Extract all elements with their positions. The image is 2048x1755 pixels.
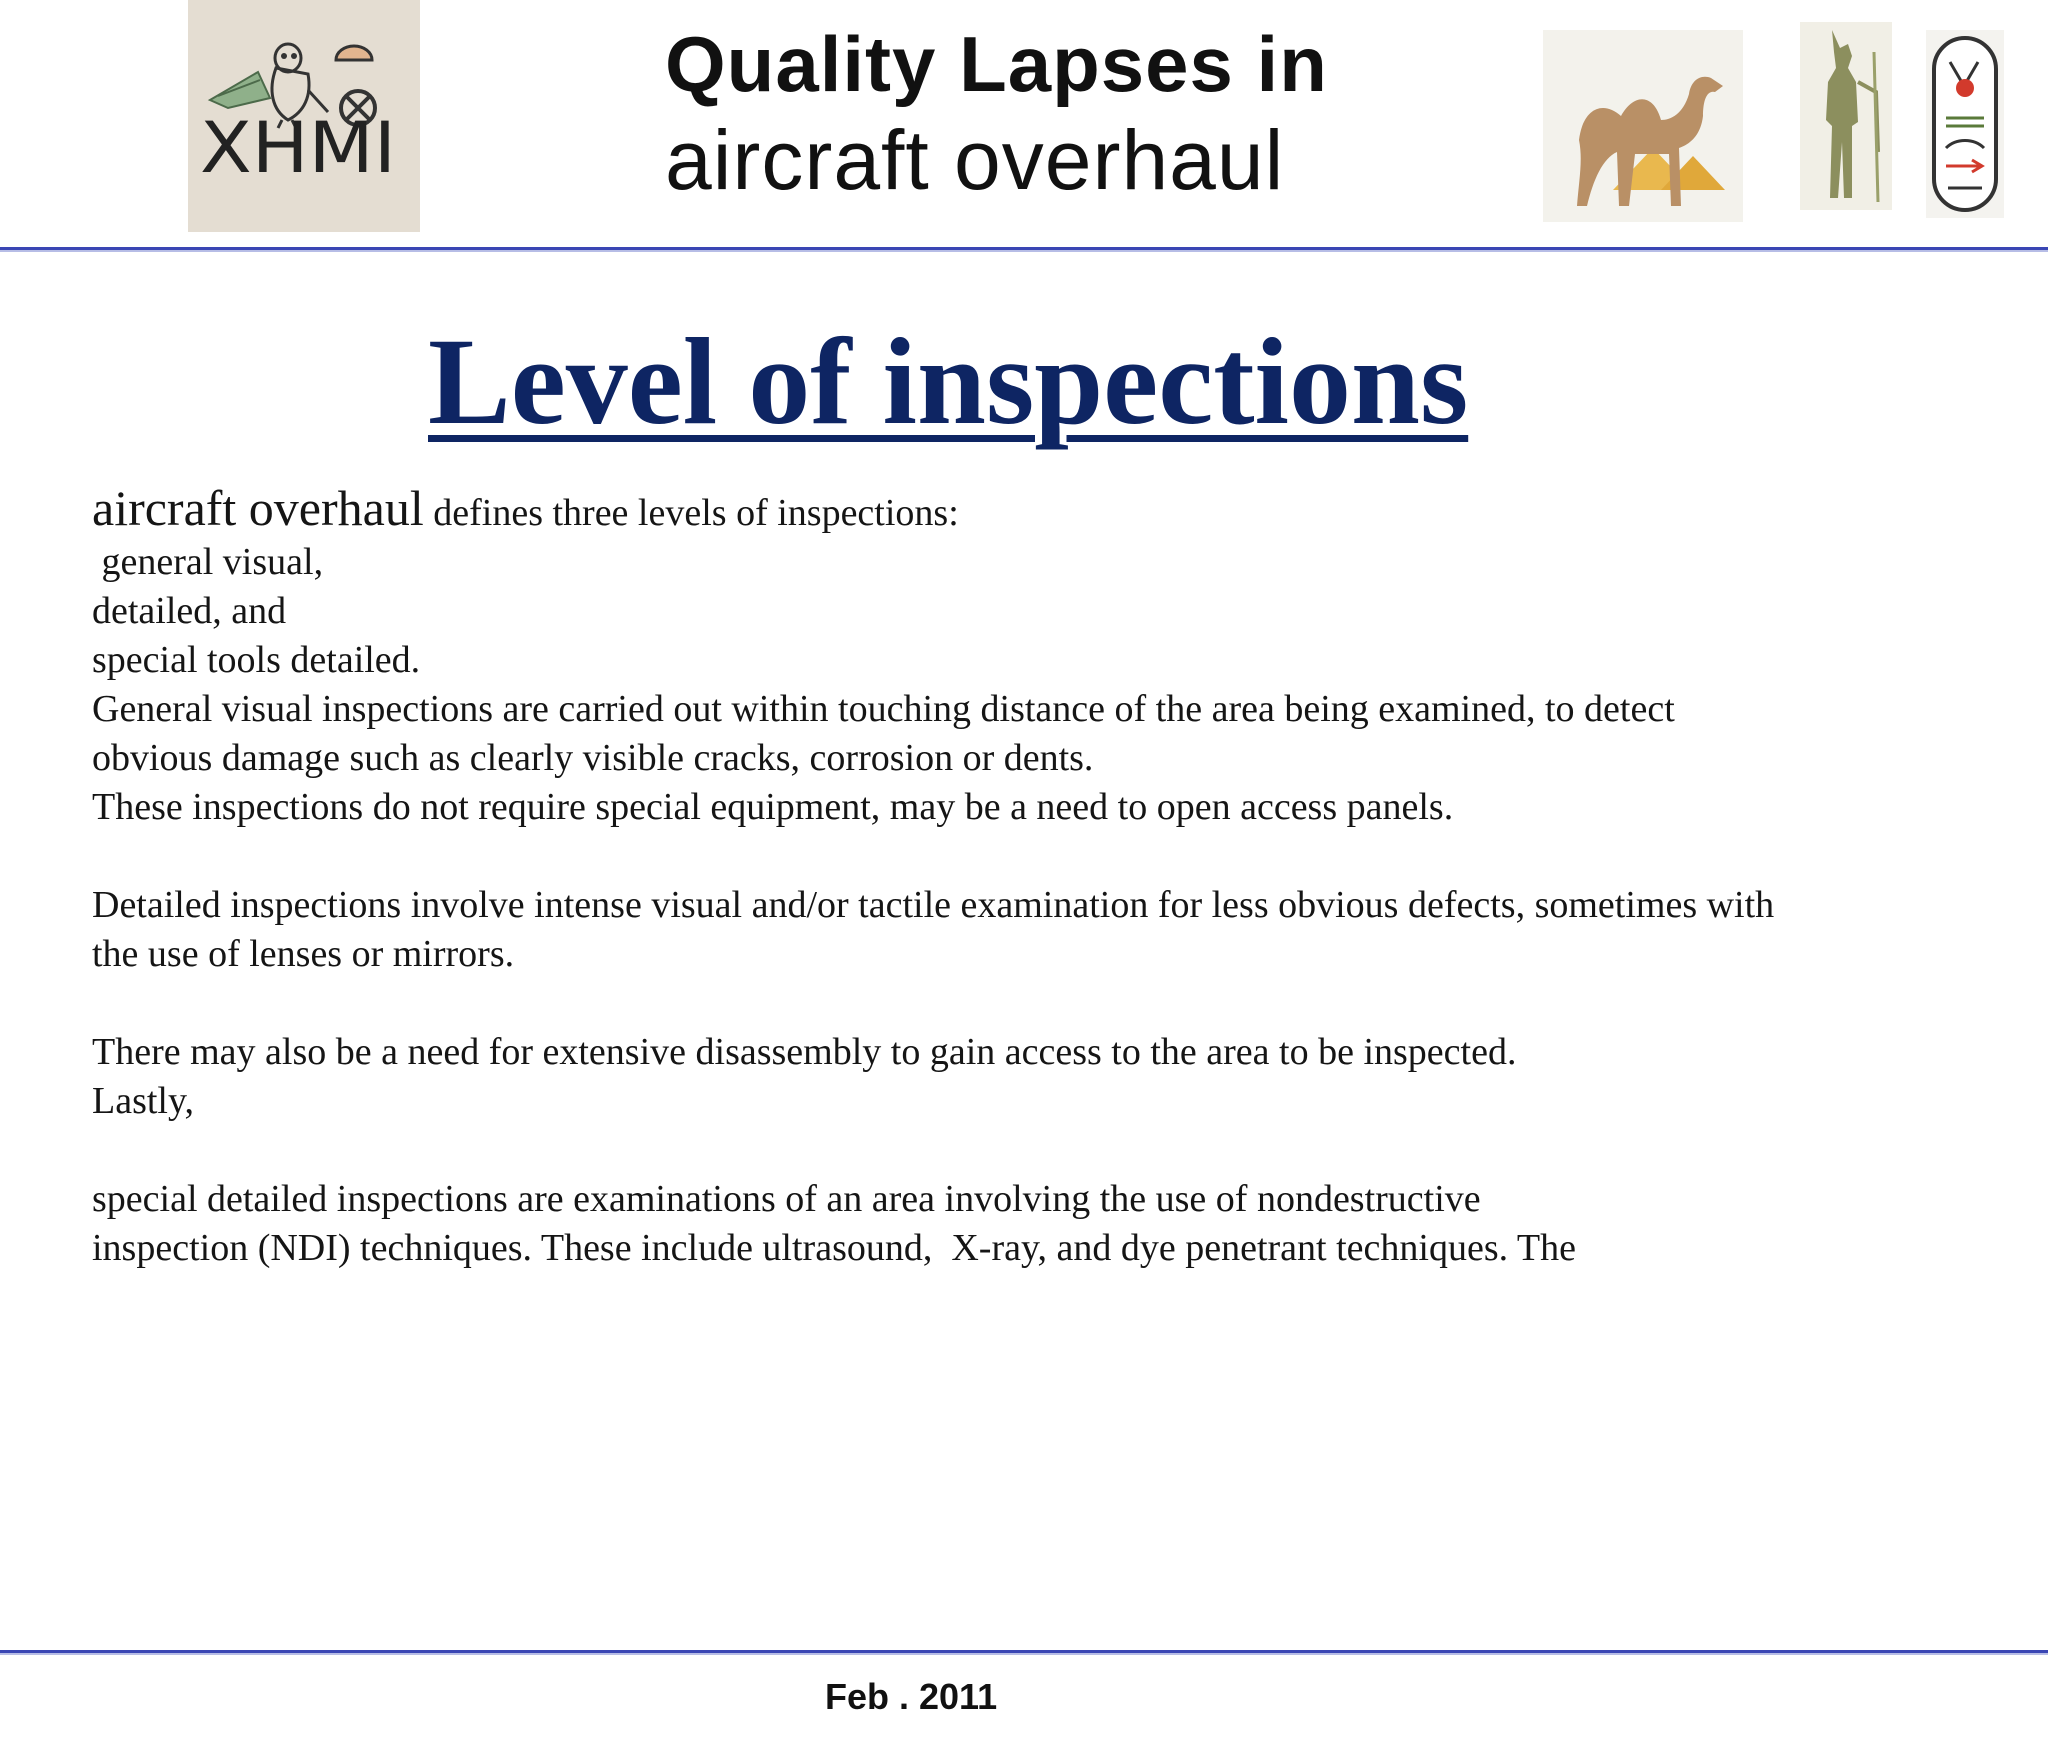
body-line: There may also be a need for extensive disassembly to gain access to the area to be inspected. xyxy=(92,1031,1517,1073)
header-title xyxy=(665,18,1328,210)
footer-divider xyxy=(0,1650,2048,1655)
paragraph-gap xyxy=(92,979,2012,1028)
hieroglyph-logo-icon xyxy=(188,0,420,232)
slide-body xyxy=(92,480,2012,1273)
body-line: General visual inspections are carried out within touching distance of the area being examined, to detect xyxy=(92,688,1675,730)
paragraph-gap xyxy=(92,1126,2012,1175)
body-line: inspection (NDI) techniques. These include ultrasound, X-ray, and dye penetrant techniques. The xyxy=(92,1227,1577,1269)
paragraph-gap xyxy=(92,832,2012,881)
intro-rest: defines three levels of inspections: xyxy=(423,492,959,534)
logo-text: XHMI xyxy=(200,107,396,189)
body-line: special tools detailed. xyxy=(92,639,421,681)
slide-heading: Level of inspections xyxy=(428,313,1469,450)
body-line: Detailed inspections involve intense visual and/or tactile examination for less obvious defects, sometimes with xyxy=(92,884,1775,926)
body-line: These inspections do not require special equipment, may be a need to open access panels. xyxy=(92,786,1454,828)
anubis-figure-image xyxy=(1800,22,1892,210)
body-line: Lastly, xyxy=(92,1080,195,1122)
header-divider xyxy=(0,247,2048,252)
cartouche-image xyxy=(1926,30,2004,218)
xhmi-logo xyxy=(188,0,420,232)
body-line: general visual, xyxy=(92,541,324,583)
body-line: special detailed inspections are examinations of an area involving the use of nondestructive xyxy=(92,1178,1481,1220)
body-line: the use of lenses or mirrors. xyxy=(92,933,515,975)
footer-date: Feb . 2011 xyxy=(825,1676,998,1717)
intro-lead: aircraft overhaul xyxy=(92,480,424,536)
body-line: obvious damage such as clearly visible cracks, corrosion or dents. xyxy=(92,737,1094,779)
header-title-line1: Quality Lapses in xyxy=(665,20,1328,108)
camel-pyramids-image xyxy=(1543,30,1743,222)
intro-line xyxy=(92,480,2012,538)
header-title-line2: aircraft overhaul xyxy=(665,113,1285,207)
body-line: detailed, and xyxy=(92,590,287,632)
